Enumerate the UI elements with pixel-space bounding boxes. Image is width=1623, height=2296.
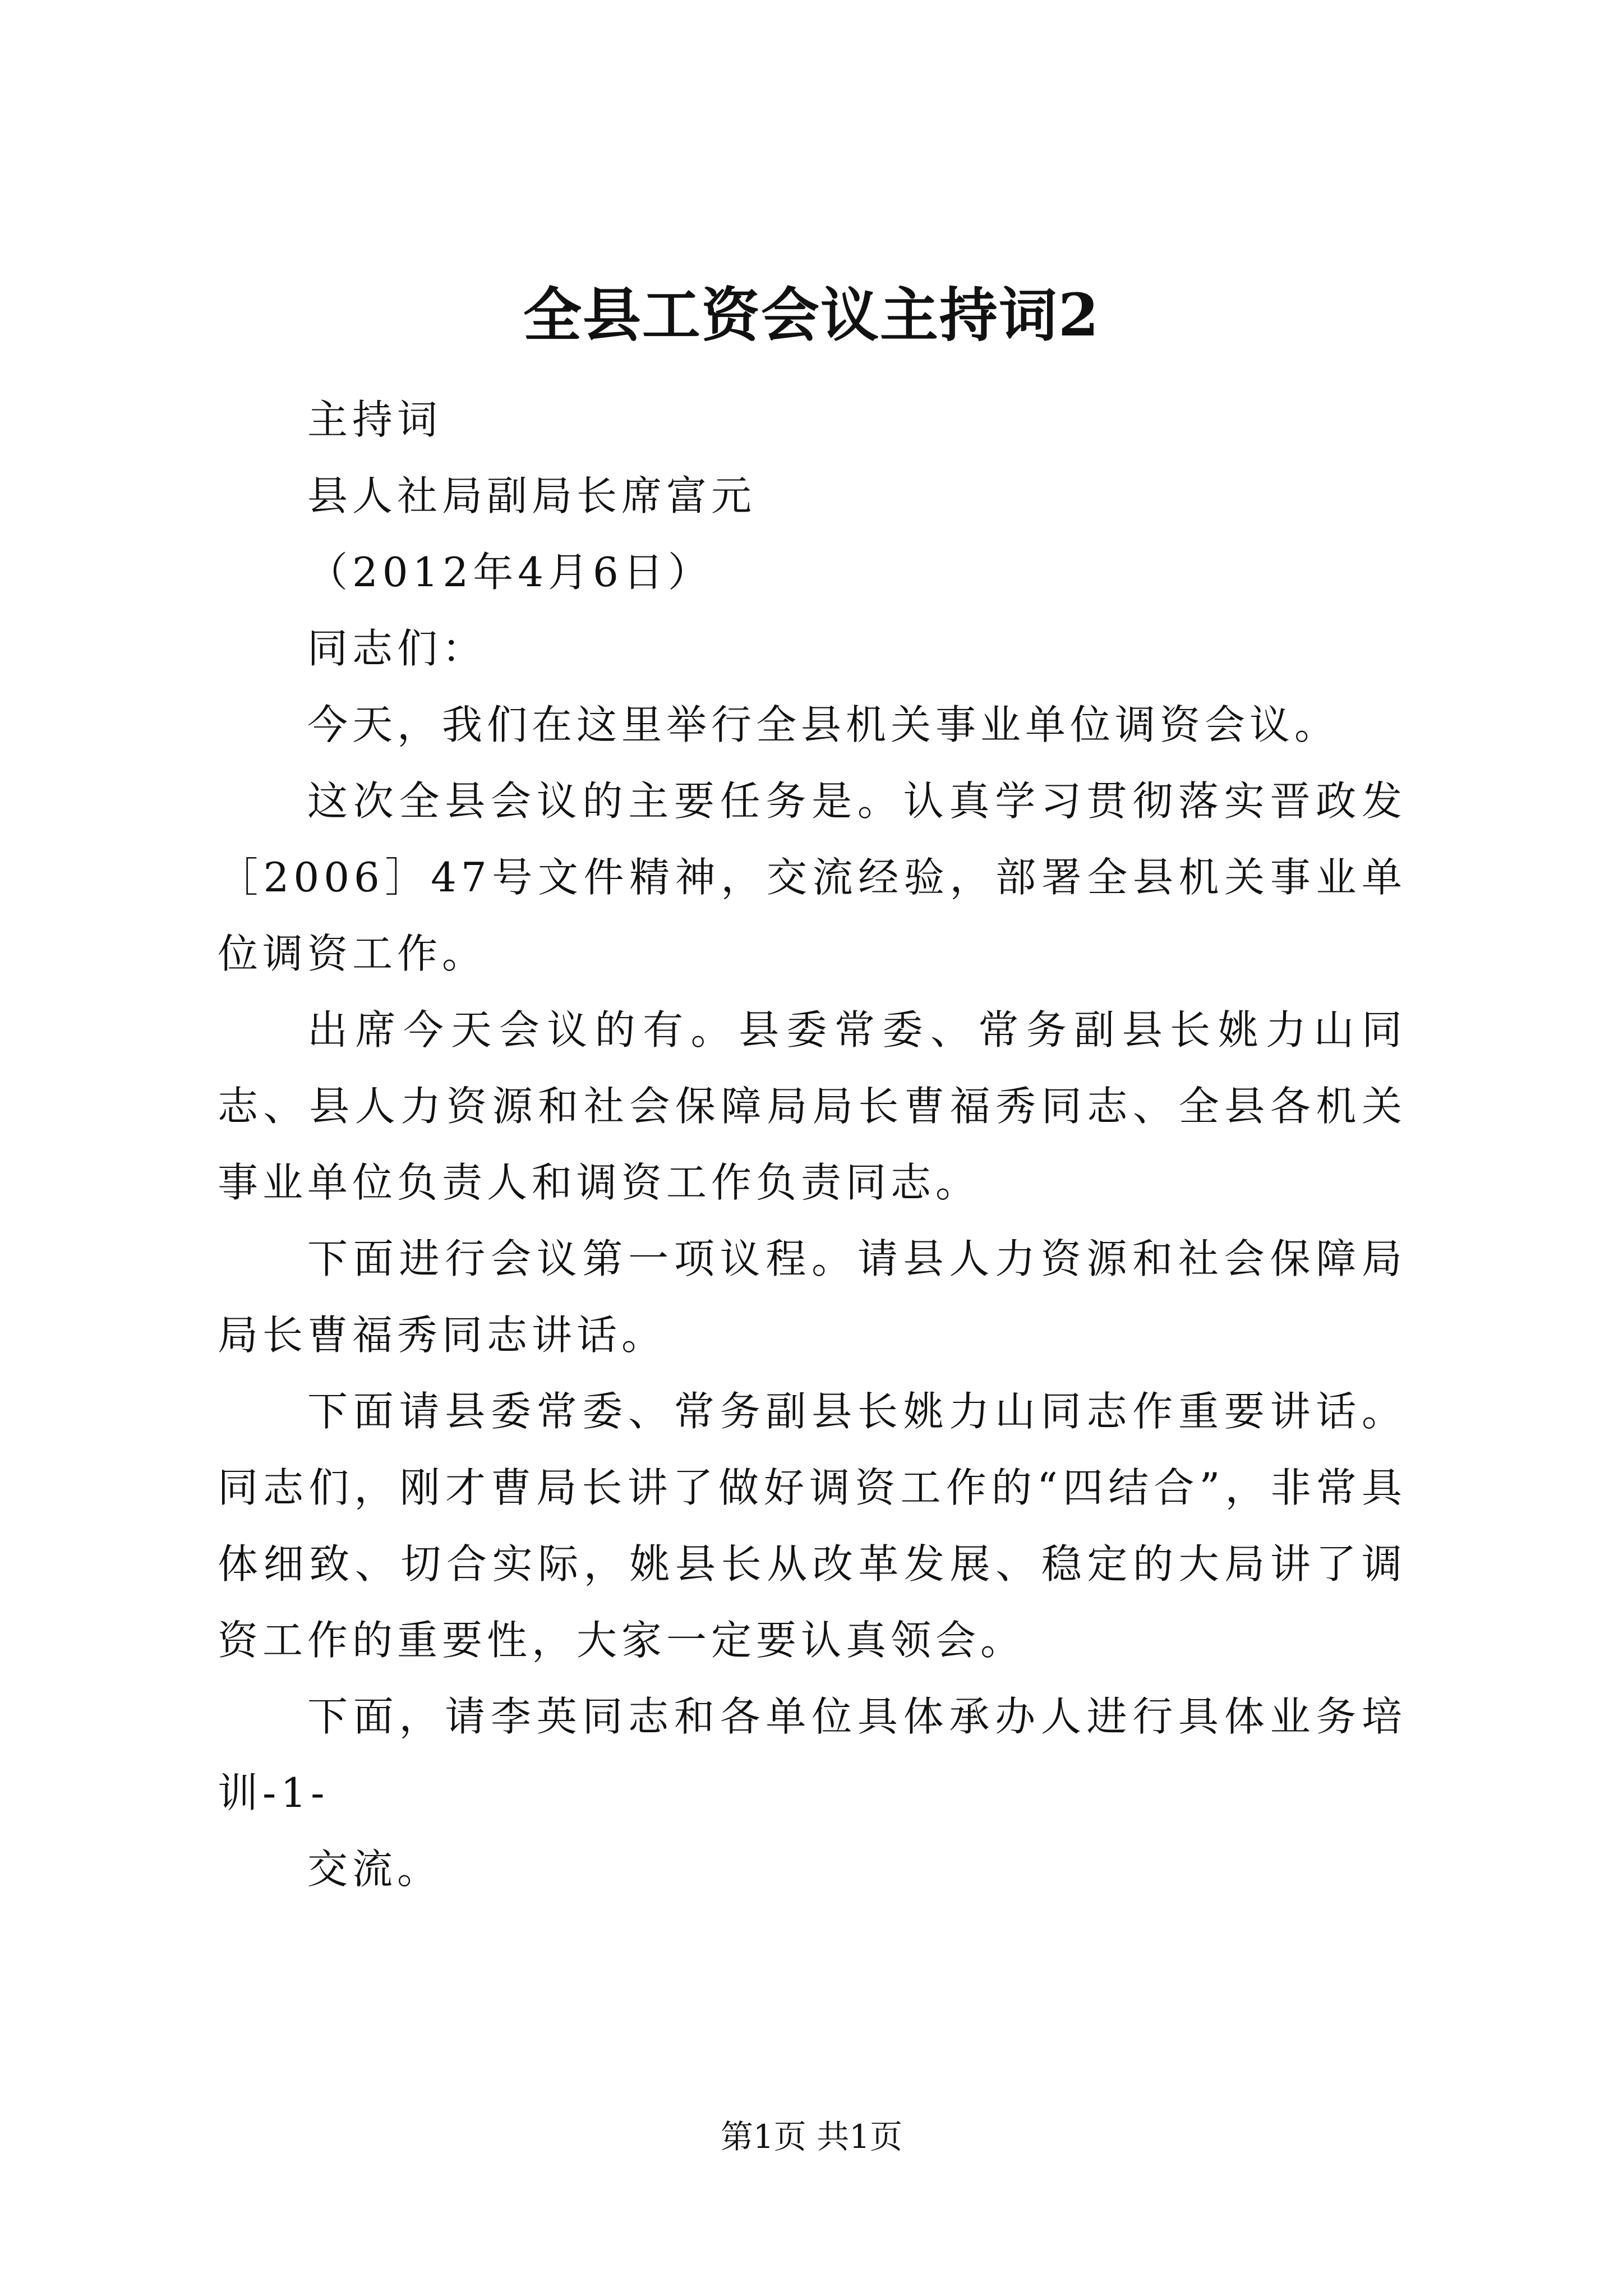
paragraph-attendees: 出席今天会议的有。县委常委、常务副县长姚力山同志、县人力资源和社会保障局局长曹福秀同志、全县各机关事业单位负责人和调资工作负责同志。 (218, 1006, 1407, 1206)
page-footer: 第1页 共1页 (720, 2118, 903, 2156)
paragraph-exchange: 交流。 (307, 1846, 442, 1893)
paragraph-important-speech: 下面请县委常委、常务副县长姚力山同志作重要讲话。同志们，刚才曹局长讲了做好调资工作的“四结合”，非常具体细致、切合实际，姚县长从改革发展、稳定的大局讲了调资工作的重要性，大家一定要认真领会。 (218, 1388, 1407, 1664)
paragraph-date: （2012年4月6日） (307, 549, 713, 596)
paragraph-opening: 今天，我们在这里举行全县机关事业单位调资会议。 (307, 701, 1340, 748)
paragraph-training: 下面，请李英同志和各单位具体承办人进行具体业务培训-1- (218, 1693, 1407, 1816)
document-body (218, 381, 1407, 1907)
document-title: 全县工资会议主持词2 (523, 280, 1100, 349)
paragraph-speaker: 县人社局副局长席富元 (307, 472, 757, 519)
paragraph-agenda-first: 下面进行会议第一项议程。请县人力资源和社会保障局局长曹福秀同志讲话。 (218, 1235, 1407, 1359)
paragraph-task: 这次全县会议的主要任务是。认真学习贯彻落实晋政发［2006］47号文件精神，交流经验，部署全县机关事业单位调资工作。 (218, 777, 1407, 977)
paragraph-host-label: 主持词 (307, 396, 442, 443)
paragraph-salutation: 同志们： (307, 625, 487, 672)
